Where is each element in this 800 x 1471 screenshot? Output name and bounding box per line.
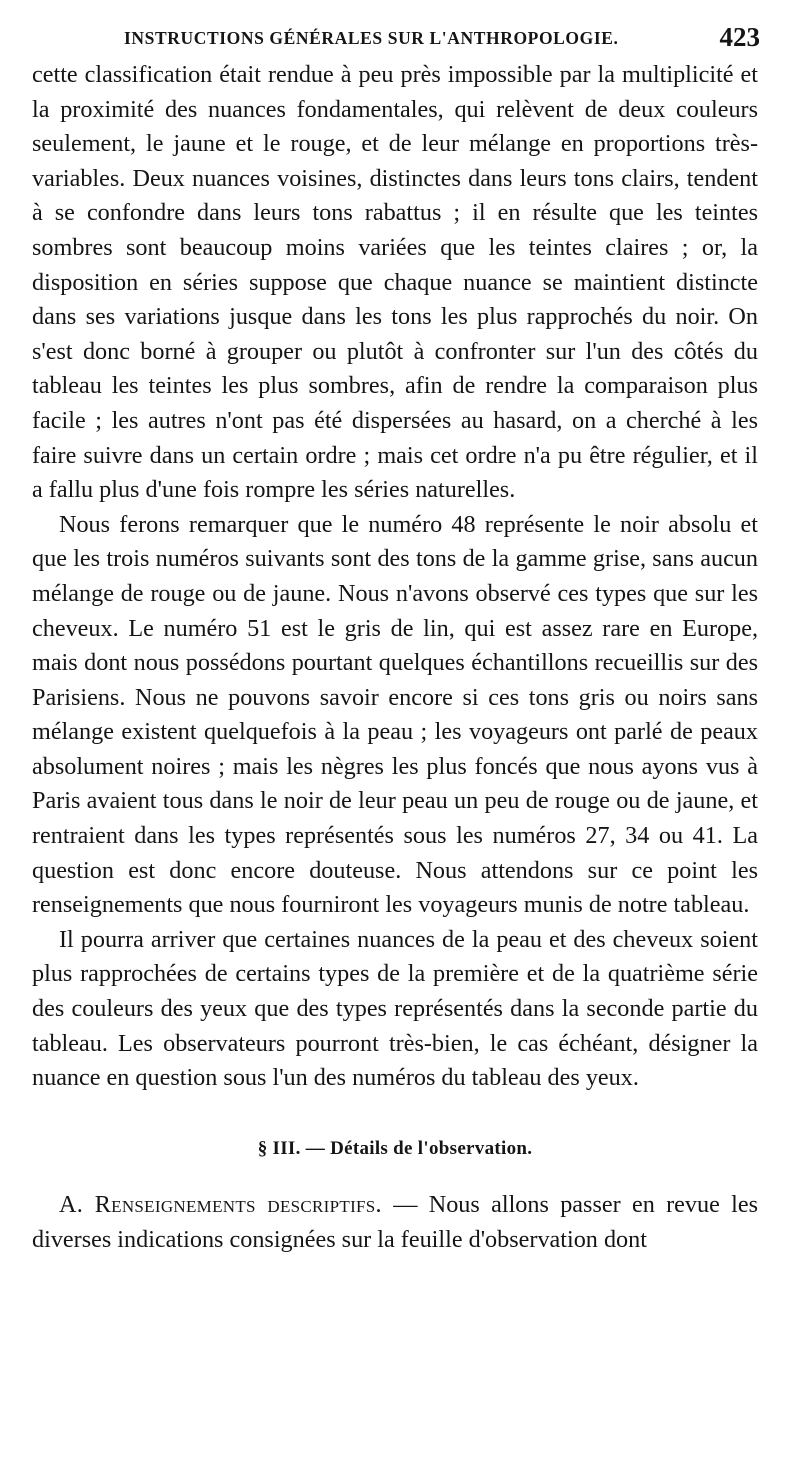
subsection-label: A. Renseignements descriptifs. [59,1191,382,1219]
page-number: 423 [719,22,760,52]
subsection-text: Nous allons passer en revue les diverses indications consignées sur la feuille d'observation dont [32,1191,759,1253]
paragraph-descriptive-info [32,1188,758,1257]
paragraph-classification: cette classification était rendue à peu près impossible par la multiplicité et la proximité des nuances fondamentales, qui relèvent de deux couleurs seulement, le jaune et le rouge, et de leur mélange en proportions très-variables. Deux nuances voisines, distinctes dans leurs tons clairs, tendent à se confondre dans leurs tons rabattus ; il en résulte que les teintes sombres sont beaucoup moins variées que les teintes claires ; or, la disposition en séries suppose que chaque nuance se maintient distincte dans ses variations jusque dans les tons les plus rapprochés du noir. On s'est donc borné à grouper ou plutôt à confronter sur l'un des côtés du tableau les teintes les plus sombres, afin de rendre la comparaison plus facile ; les autres n'ont pas été dispersées au hasard, on a cherché à les faire suivre dans un certain ordre ; mais cet ordre n'a pu être régulier, et il a fallu plus d'une fois rompre les séries naturelles. [32,61,758,504]
body-text [32,58,758,1258]
running-header [32,22,758,58]
section-heading: § III. — Détails de l'observation. [257,1137,533,1159]
paragraph-black-tones: Nous ferons remarquer que le numéro 48 représente le noir absolu et que les trois numéros suivants sont des tons de la gamme grise, sans aucun mélange de rouge ou de jaune. Nous n'avons observé ces types que sur les cheveux. Le numéro 51 est le gris de lin, qui est assez rare en Europe, mais dont nous possédons pourtant quelques échantillons recueillis sur des Parisiens. Nous ne pouvons savoir encore si ces tons gris ou noirs sans mélange existent quelquefois à la peau ; les voyageurs ont parlé de peaux absolument noires ; mais les nègres les plus foncés que nous ayons vus à Paris avaient tous dans le noir de leur peau un peu de rouge ou de jaune, et rentraient dans les types représentés sous les numéros 27, 34 ou 41. La question est donc encore douteuse. Nous attendons sur ce point les renseignements que nous fourniront les voyageurs munis de notre tableau. [32,510,758,919]
subsection-dash: — [381,1191,429,1219]
paragraph-eye-colors: Il pourra arriver que certaines nuances de la peau et des cheveux soient plus rapprochées de certains types de la première et de la quatrième série des couleurs des yeux que des types représentés dans la seconde partie du tableau. Les observateurs pourront très-bien, le cas échéant, désigner la nuance en question sous l'un des numéros du tableau des yeux. [32,925,758,1092]
running-title: INSTRUCTIONS GÉNÉRALES SUR L'ANTHROPOLOGIE. [124,28,619,48]
